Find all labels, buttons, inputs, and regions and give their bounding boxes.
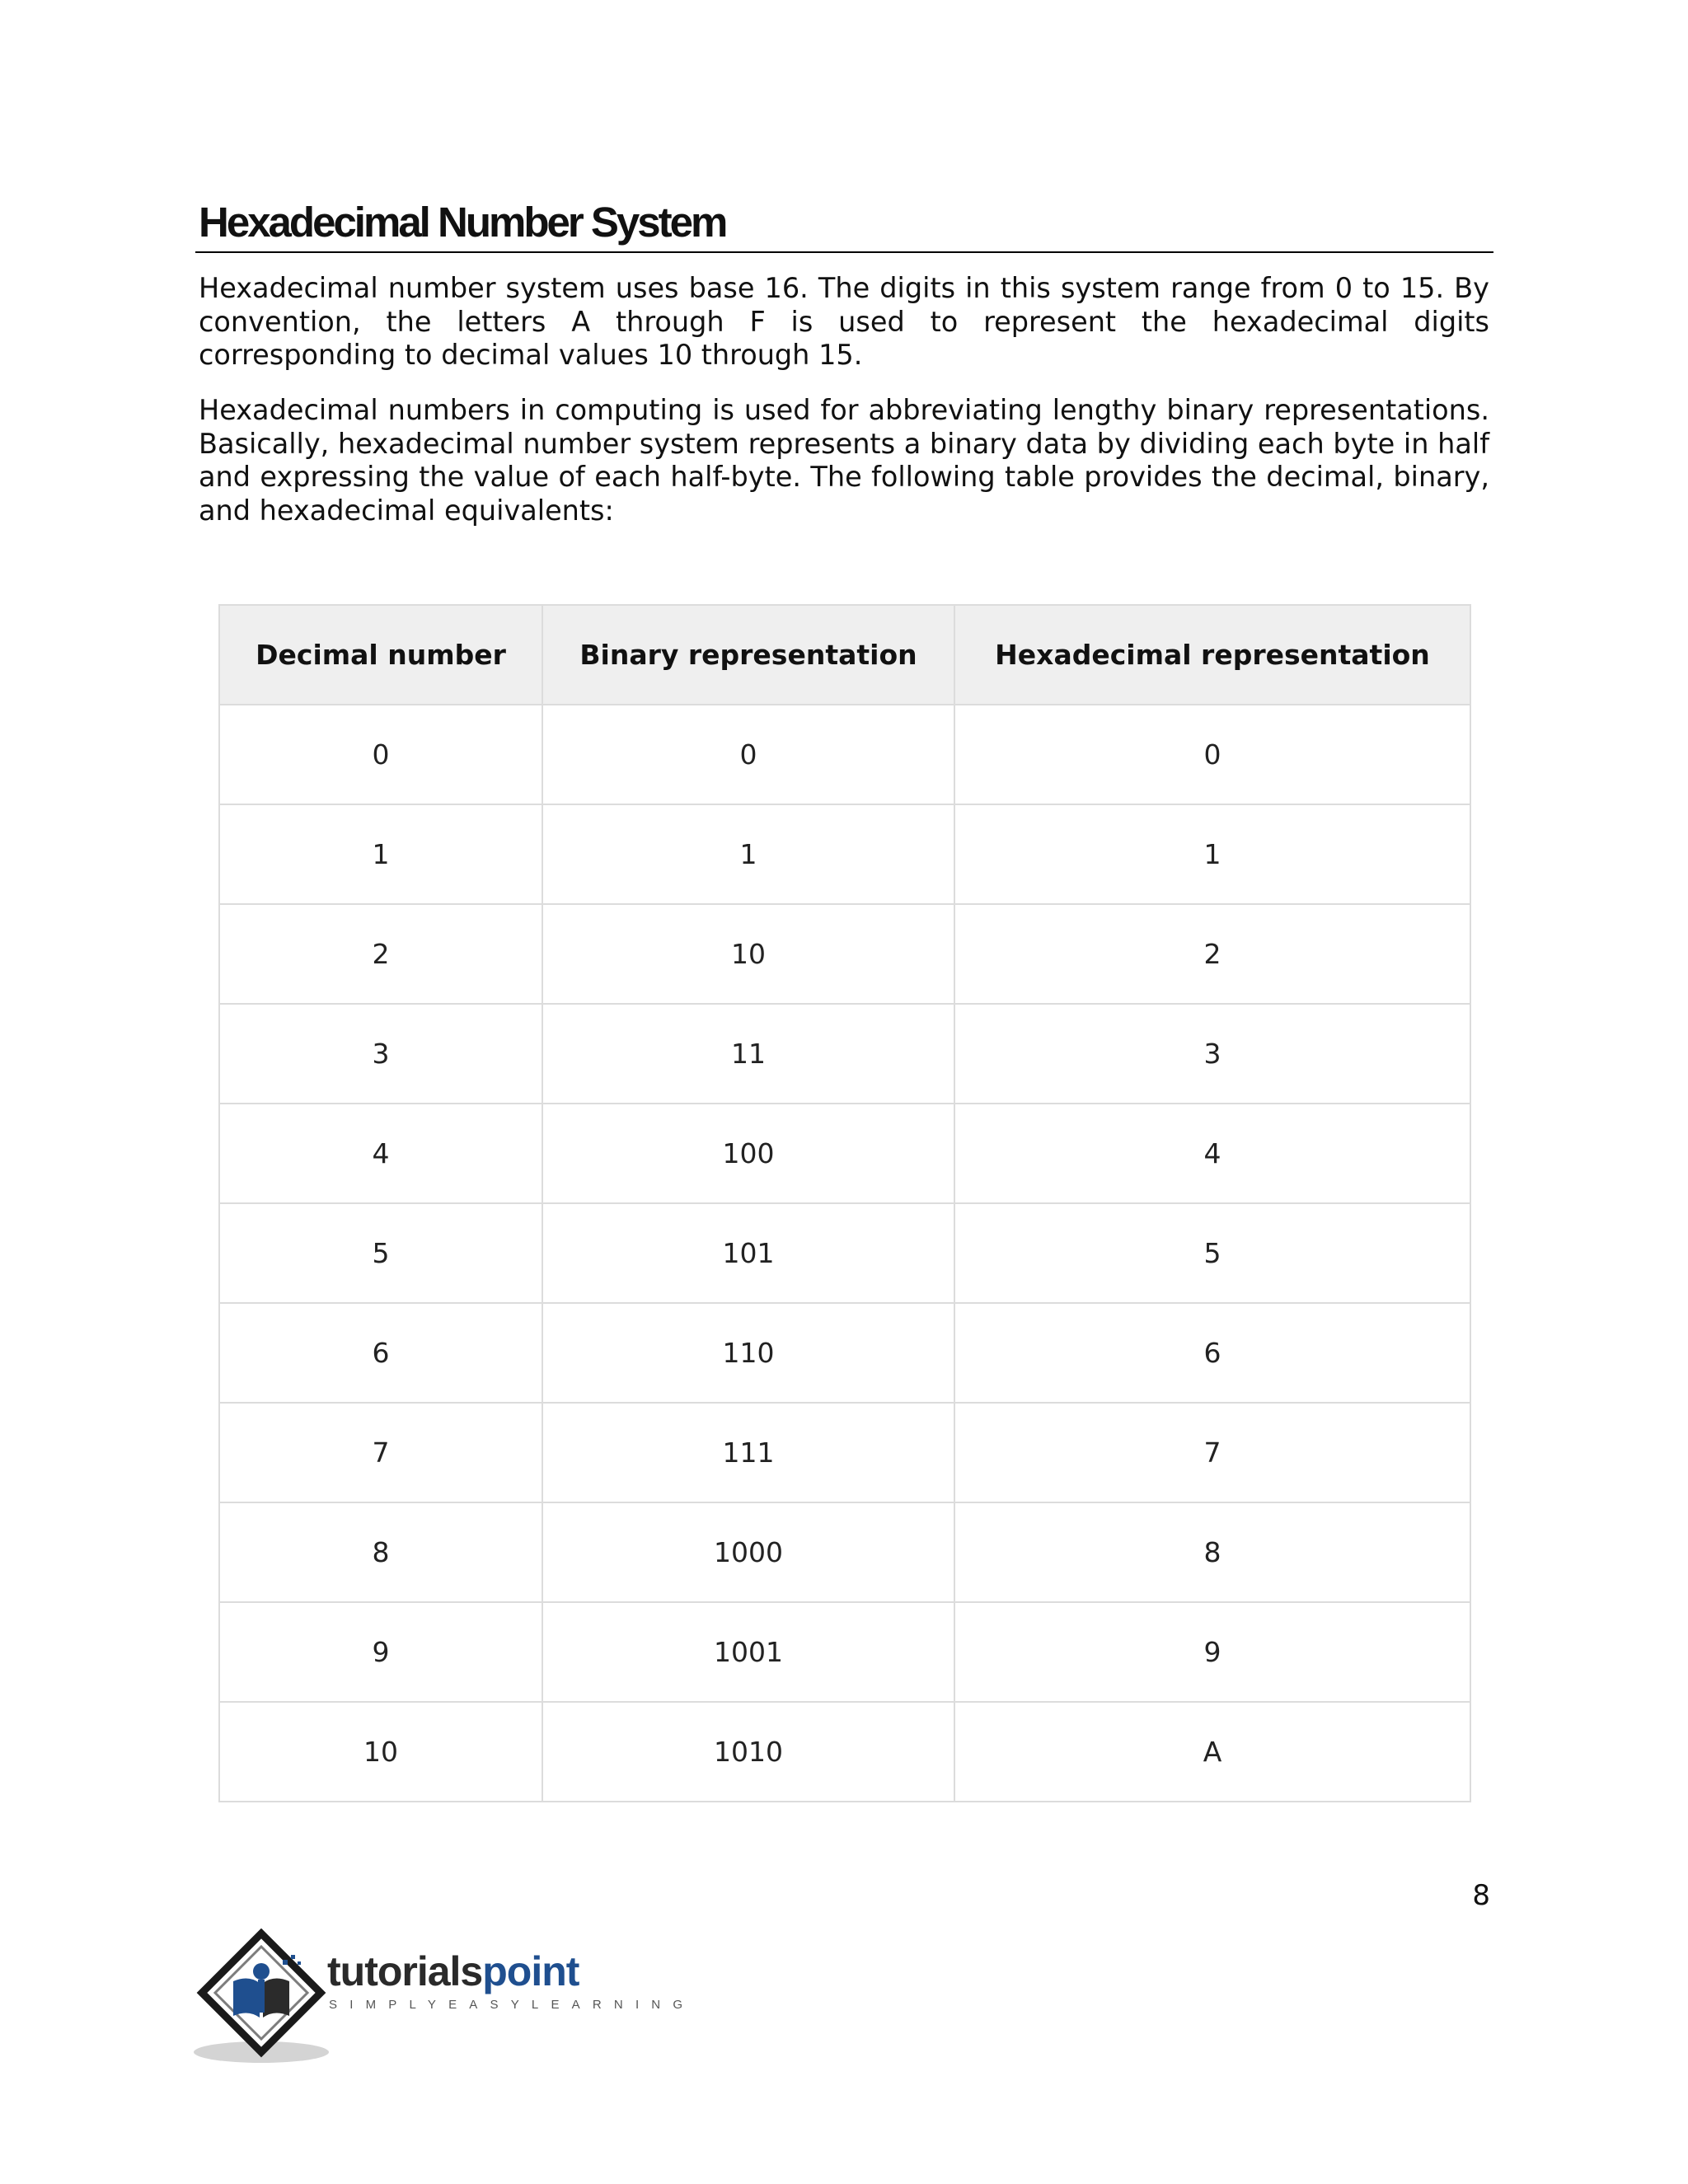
cell-hex: 2 (954, 904, 1470, 1004)
table-row (219, 1104, 1470, 1203)
table-row (219, 1004, 1470, 1104)
cell-binary: 100 (542, 1104, 954, 1203)
table-row (219, 1403, 1470, 1502)
cell-binary: 111 (542, 1403, 954, 1502)
logo-word-tutorials: tutorials (327, 1948, 483, 1994)
table-row (219, 1702, 1470, 1802)
logo-word-point: point (482, 1948, 579, 1994)
cell-binary: 11 (542, 1004, 954, 1104)
cell-decimal: 3 (219, 1004, 542, 1104)
cell-hex: 7 (954, 1403, 1470, 1502)
cell-decimal: 4 (219, 1104, 542, 1203)
header-hexadecimal: Hexadecimal representation (954, 605, 1470, 705)
cell-binary: 1010 (542, 1702, 954, 1802)
cell-decimal: 7 (219, 1403, 542, 1502)
cell-decimal: 5 (219, 1203, 542, 1303)
cell-binary: 10 (542, 904, 954, 1004)
cell-hex: 9 (954, 1602, 1470, 1702)
cell-hex: 6 (954, 1303, 1470, 1403)
cell-decimal: 10 (219, 1702, 542, 1802)
cell-binary: 1000 (542, 1502, 954, 1602)
table-header-row (219, 605, 1470, 705)
header-binary: Binary representation (542, 605, 954, 705)
tutorialspoint-logo-icon (194, 1929, 334, 2069)
page-number: 8 (1472, 1879, 1490, 1912)
table-row (219, 904, 1470, 1004)
cell-hex: 4 (954, 1104, 1470, 1203)
table-row (219, 705, 1470, 804)
cell-binary: 110 (542, 1303, 954, 1403)
cell-binary: 101 (542, 1203, 954, 1303)
equivalents-table (218, 604, 1471, 1802)
cell-decimal: 8 (219, 1502, 542, 1602)
cell-hex: 8 (954, 1502, 1470, 1602)
paragraph-intro: Hexadecimal number system uses base 16. The digits in this system range from 0 to 15. By convention, the letters A through F is used to represent the hexadecimal digits corresponding to decimal values 10 through 15. (199, 272, 1489, 371)
cell-decimal: 6 (219, 1303, 542, 1403)
header-decimal: Decimal number (219, 605, 542, 705)
cell-binary: 0 (542, 705, 954, 804)
cell-hex: 1 (954, 804, 1470, 904)
cell-decimal: 0 (219, 705, 542, 804)
logo-wordmark (327, 1948, 579, 1994)
table-row (219, 1502, 1470, 1602)
cell-decimal: 1 (219, 804, 542, 904)
table-row (219, 1203, 1470, 1303)
cell-hex: A (954, 1702, 1470, 1802)
logo-tagline: SIMPLYEASYLEARNING (329, 1998, 696, 2012)
cell-decimal: 9 (219, 1602, 542, 1702)
cell-binary: 1 (542, 804, 954, 904)
page-title: Hexadecimal Number System (199, 199, 726, 246)
cell-hex: 5 (954, 1203, 1470, 1303)
title-underline (195, 251, 1493, 253)
paragraph-usage: Hexadecimal numbers in computing is used for abbreviating lengthy binary representations. Basically, hexadecimal number system represents a binary data by dividing each byte in half and expressing the value of each half-byte. The following table provides the decimal, binary, and hexadecimal equivalents: (199, 394, 1489, 527)
tutorialspoint-logo (194, 1929, 696, 2069)
table-row (219, 1602, 1470, 1702)
table-row (219, 804, 1470, 904)
cell-binary: 1001 (542, 1602, 954, 1702)
cell-hex: 0 (954, 705, 1470, 804)
cell-hex: 3 (954, 1004, 1470, 1104)
table-row (219, 1303, 1470, 1403)
cell-decimal: 2 (219, 904, 542, 1004)
